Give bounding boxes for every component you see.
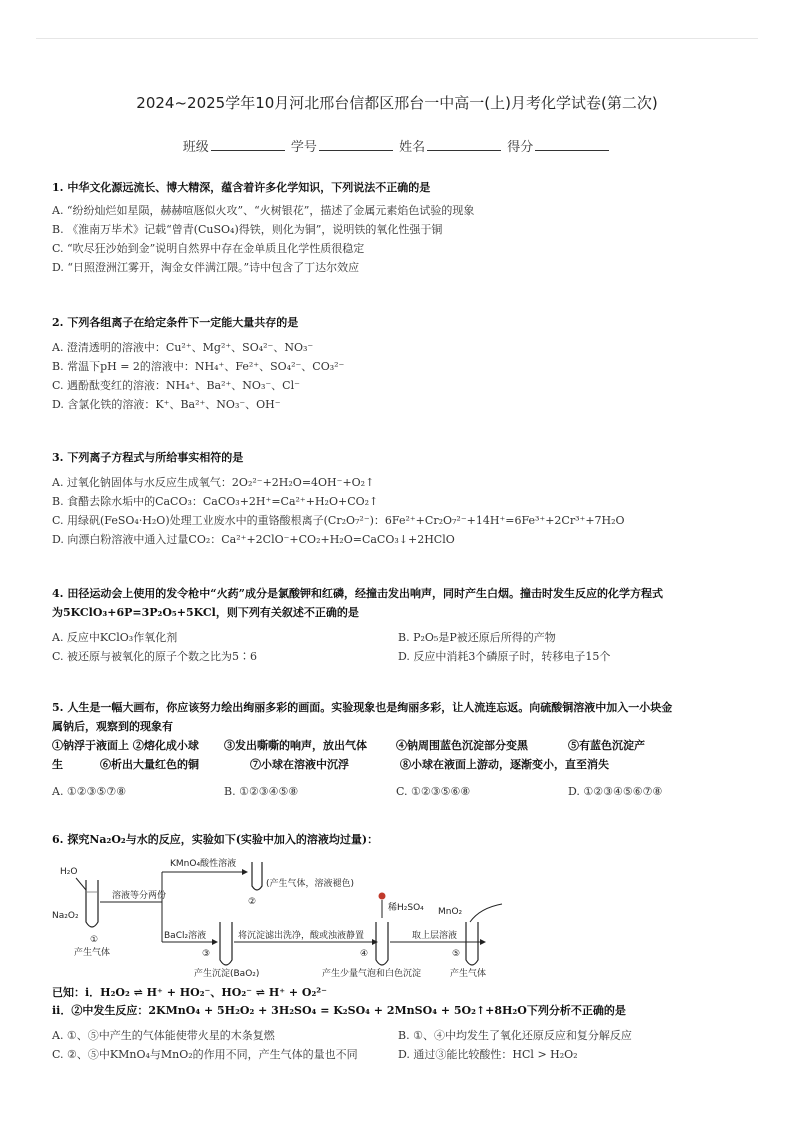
name-label: 姓名: [399, 140, 426, 155]
option-a[interactable]: A. ①、⑤中产生的气体能使带火星的木条复燃: [52, 1029, 275, 1042]
known-condition-1: 已知：i．H₂O₂ ⇌ H⁺ + HO₂⁻、HO₂⁻ ⇌ H⁺ + O₂²⁻: [52, 986, 327, 999]
h2o-label: H₂O: [60, 867, 78, 877]
phenomenon-item: 生: [52, 758, 63, 771]
option-d[interactable]: D. “日照澄洲江雾开，淘金女伴满江隈。”诗中包含了丁达尔效应: [52, 261, 360, 274]
option-a[interactable]: A. 澄清透明的溶液中：Cu²⁺、Mg²⁺、SO₄²⁻、NO₃⁻: [52, 341, 314, 354]
option-b[interactable]: B. P₂O₅是P被还原后所得的产物: [398, 631, 556, 644]
option-b[interactable]: B. 食醋去除水垢中的CaCO₃：CaCO₃+2H⁺=Ca²⁺+H₂O+CO₂↑: [52, 495, 379, 508]
question-stem: 2. 下列各组离子在给定条件下一定能大量共存的是: [52, 316, 299, 329]
phenomenon-item: ③发出嘶嘶的响声，放出气体: [224, 739, 367, 752]
option-d[interactable]: D. 反应中消耗3个磷原子时，转移电子15个: [398, 650, 611, 663]
tube-1-result: 产生气体: [74, 948, 111, 958]
tube-2-result: (产生气体，溶液褪色): [266, 879, 355, 889]
tube-3-number: ③: [202, 949, 211, 959]
class-blank[interactable]: [211, 138, 285, 151]
option-d[interactable]: D. 向漂白粉溶液中通入过量CO₂：Ca²⁺+2ClO⁻+CO₂+H₂O=CaCO₃↓+2HClO: [52, 533, 455, 546]
option-d[interactable]: D. 通过③能比较酸性：HCl > H₂O₂: [398, 1048, 578, 1061]
test-tube-5: [466, 922, 478, 965]
test-tube-3: [220, 922, 232, 965]
phenomena-row-2: [52, 755, 752, 774]
option-c[interactable]: C. 用绿矾(FeSO₄·H₂O)处理工业废水中的重铬酸根离子(Cr₂O₇²⁻)：6Fe²⁺+Cr₂O₇²⁻+14H⁺=6Fe³⁺+2Cr³⁺+7H₂O: [52, 514, 625, 527]
question-5: [52, 698, 752, 801]
option-c[interactable]: C. ②、⑤中KMnO₄与MnO₂的作用不同，产生气体的量也不同: [52, 1048, 358, 1061]
option-c[interactable]: C. “吹尽狂沙始到金”说明自然界中存在金单质且化学性质很稳定: [52, 242, 365, 255]
option-a[interactable]: A. 过氧化钠固体与水反应生成氧气：2O₂²⁻+2H₂O=4OH⁻+O₂↑: [52, 476, 375, 489]
arrow-head: [372, 939, 378, 945]
tube-4-result: 产生少量气泡和白色沉淀: [322, 969, 422, 979]
dropper-bulb: [379, 893, 386, 900]
number-label: 学号: [290, 140, 317, 155]
question-6-notes: [52, 984, 752, 1064]
name-blank[interactable]: [427, 138, 501, 151]
option-d[interactable]: D. 含氯化铁的溶液：K⁺、Ba²⁺、NO₃⁻、OH⁻: [52, 398, 281, 411]
header-divider: [36, 38, 758, 39]
question-stem: 1. 中华文化源远流长、博大精深，蕴含着许多化学知识，下列说法不正确的是: [52, 181, 431, 194]
option-c[interactable]: C. ①②③⑤⑥⑧: [396, 785, 471, 798]
question-2: [52, 313, 752, 414]
option-b[interactable]: B. ①②③④⑤⑧: [224, 785, 299, 798]
option-c[interactable]: C. 被还原与被氧化的原子个数之比为5∶6: [52, 650, 258, 663]
phenomenon-item: ⑤有蓝色沉淀产: [568, 739, 645, 752]
question-stem-line2: 属钠后，观察到的现象有: [52, 720, 173, 733]
arrow-head: [480, 939, 486, 945]
page-title: 2024~2025学年10月河北邢台信都区邢台一中高一(上)月考化学试卷(第二次): [136, 94, 658, 112]
tube-4-number: ④: [360, 949, 369, 959]
test-tube-2: [252, 862, 262, 890]
question-stem-line1: 5. 人生是一幅大画布，你应该努力绘出绚丽多彩的画面。实验现象也是绚丽多彩，让人流连忘返。向硫酸铜溶液中加入一小块金: [52, 701, 673, 714]
question-stem-line2: 为5KClO₃+6P=3P₂O₅+5KCl，则下列有关叙述不正确的是: [52, 606, 359, 619]
phenomena-row-1: [52, 736, 752, 755]
mno2-label: MnO₂: [438, 907, 463, 917]
arrow-head: [212, 939, 218, 945]
option-a[interactable]: A. 反应中KClO₃作氧化剂: [52, 631, 178, 644]
question-3: [52, 448, 752, 549]
question-stem: 3. 下列离子方程式与所给事实相符的是: [52, 451, 244, 464]
question-6: [52, 830, 752, 849]
option-c[interactable]: C. 遇酚酞变红的溶液：NH₄⁺、Ba²⁺、NO₃⁻、Cl⁻: [52, 379, 300, 392]
option-b[interactable]: B. 《淮南万毕术》记载“曾青(CuSO₄)得铁，则化为铜”，说明铁的氧化性强于铜: [52, 223, 443, 236]
pointer-line: [76, 878, 86, 890]
phenomenon-item: ⑦小球在溶液中沉浮: [250, 758, 349, 771]
experiment-diagram: [52, 852, 692, 982]
arrow-head: [242, 869, 248, 875]
test-tube-4: [376, 922, 388, 965]
phenomenon-item: ①钠浮于液面上 ②熔化成小球: [52, 739, 199, 752]
wash-label: 将沉淀滤出洗净，酸或浊液静置: [238, 931, 365, 941]
dilute-h2so4-label: 稀H₂SO₄: [388, 903, 424, 913]
score-blank[interactable]: [535, 138, 609, 151]
kmno4-label: KMnO₄酸性溶液: [170, 859, 237, 869]
score-label: 得分: [507, 140, 534, 155]
question-stem-line1: 4. 田径运动会上使用的发令枪中“火药”成分是氯酸钾和红磷，经撞击发出响声，同时产生白烟。撞击时发生反应的化学方程式: [52, 587, 663, 600]
phenomenon-item: ⑧小球在液面上游动，逐渐变小，直至消失: [400, 758, 609, 771]
tube-1-number: ①: [90, 935, 99, 945]
na2o2-label: Na₂O₂: [52, 911, 79, 921]
tube-2-number: ②: [248, 897, 257, 907]
tube-5-result: 产生气体: [450, 969, 487, 979]
number-blank[interactable]: [319, 138, 393, 151]
class-label: 班级: [182, 140, 209, 155]
spatula-icon: [470, 904, 502, 922]
split-label: 溶液等分两份: [112, 891, 167, 901]
tube-3-result: 产生沉淀(BaO₂): [194, 969, 260, 979]
tube-5-number: ⑤: [452, 949, 461, 959]
question-1: [52, 178, 752, 277]
option-b[interactable]: B. ①、④中均发生了氧化还原反应和复分解反应: [398, 1029, 632, 1042]
test-tube-1: [86, 880, 98, 927]
phenomenon-item: ④钠周围蓝色沉淀部分变黑: [396, 739, 528, 752]
question-stem: 6. 探究Na₂O₂与水的反应，实验如下(实验中加入的溶液均过量)：: [52, 833, 379, 846]
option-a[interactable]: A. ①②③⑤⑦⑧: [52, 785, 127, 798]
bacl2-label: BaCl₂溶液: [164, 931, 207, 941]
known-condition-2: ii．②中发生反应：2KMnO₄ + 5H₂O₂ + 3H₂SO₄ = K₂SO₄ + 2MnSO₄ + 5O₂↑+8H₂O下列分析不正确的是: [52, 1004, 626, 1017]
question-4: [52, 584, 752, 666]
option-d[interactable]: D. ①②③④⑤⑥⑦⑧: [568, 785, 663, 798]
student-info-fields: [0, 136, 794, 155]
upper-layer-label: 取上层溶液: [412, 931, 458, 941]
phenomenon-item: ⑥析出大量红色的铜: [100, 758, 199, 771]
option-b[interactable]: B. 常温下pH = 2的溶液中：NH₄⁺、Fe²⁺、SO₄²⁻、CO₃²⁻: [52, 360, 345, 373]
option-a[interactable]: A. “纷纷灿烂如星陨，赫赫喧豗似火攻”、“火树银花”，描述了金属元素焰色试验的现象: [52, 204, 475, 217]
